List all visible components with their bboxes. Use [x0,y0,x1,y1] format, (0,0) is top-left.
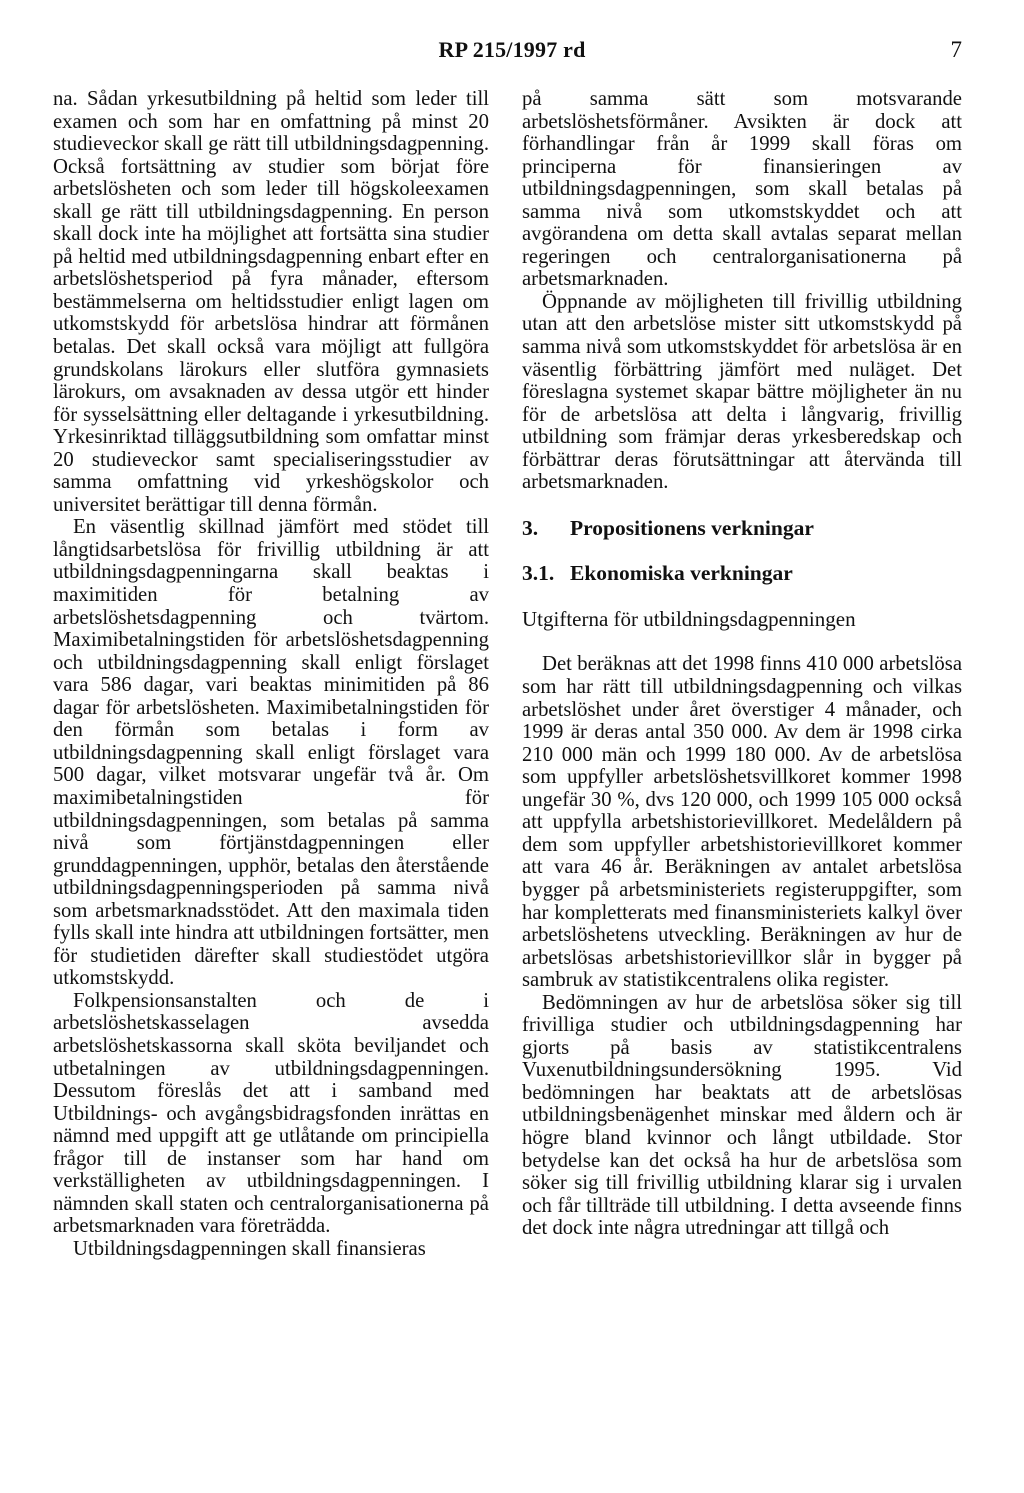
section-number: 3. [522,515,539,540]
paragraph: En väsentlig skillnad jämfört med stödet till långtidsarbetslösa för frivillig utbildning är att utbildningsdagpenningarna skall beaktas i maximitiden för betalning av arbetslöshetsdagpenning och tvärtom. Maximibetalningstiden för arbetslöshetsdagpenning och utbildningsdagpenning skall enligt förslaget vara 586 dagar, vari beaktas minimitiden på 86 dagar för arbetslösheten. Maximibetalningstiden för den förmån som betalas i form av utbildningsdagpenning skall enligt förslaget vara 500 dagar, vilket motsvarar ungefär två år. Om maximibetalningstiden för utbildningsdagpenningen, som betalas på samma nivå som förtjänstdagpenningen eller grunddagpenningen, upphör, betalas den återstående utbildningsdagpenningsperioden på samma nivå som arbetsmarknadsstödet. Att den maximala tiden fylls skall inte hindra att utbildningen fortsätter, men för studietiden därefter skall studiestödet utgöra utkomstskydd. [53,516,489,990]
page-number: 7 [950,37,962,62]
section-title: Propositionens verkningar [570,515,814,540]
paragraph: på samma sätt som motsvarande arbetslöshetsförmåner. Avsikten är dock att förhandlingar från år 1999 skall föras om principerna för finansieringen av utbildningsdagpenningen, som skall betalas på samma nivå som utkomstskyddet och att avgörandena om detta skall avtalas separat mellan regeringen och centralorganisationerna på arbetsmarknaden. [522,88,962,291]
section-heading [522,517,962,540]
paragraph: Det beräknas att det 1998 finns 410 000 arbetslösa som har rätt till utbildningsdagpenning och vilkas arbetslöshet under året överstiger 4 månader, och 1999 är deras antal 350 000. Av dem är 1998 cirka 210 000 män och 1999 180 000. Av de arbetslösa som uppfyller arbetslöshetsvillkoret kommer 1998 ungefär 30 %, dvs 120 000, och 1999 105 000 också att uppfylla arbetshistorievillkoret. Medelåldern på dem som uppfyller arbetshistorievillkoret kommer att vara 46 år. Beräkningen av antalet arbetslösa bygger på arbetsministeriets registeruppgifter, som har kompletterats med finansministeriets kalkyl över arbetslöshetens utveckling. Beräkningen av hur de arbetslösas arbetshistorievillkor slår in bygger på sambruk av statistikcentralens olika register. [522,653,962,992]
left-column [53,88,489,1260]
subsection-title: Ekonomiska verkningar [570,561,793,586]
subsection-number: 3.1. [522,561,555,586]
paragraph: Öppnande av möjligheten till frivillig utbildning utan att den arbetslöse mister sitt utkomstskydd på samma nivå som utkomstskyddet för arbetslösa är en väsentlig förbättring jämfört med nuläget. Det föreslagna systemet skapar bättre möjligheter än nu för de arbetslösa att delta i långvarig, frivillig utbildning som främjar deras yrkesberedskap och förbättrar deras förutsättningar att återvända till arbetsmarknaden. [522,290,962,494]
page-header [0,37,1024,67]
paragraph: Bedömningen av hur de arbetslösa söker sig till frivilliga studier och utbildningsdagpenning har gjorts på basis av statistikcentralens Vuxenutbildningsundersökning 1995. Vid bedömningen har beaktats att de arbetslösas utbildningsbenägenhet minskar med åldern och är högre bland kvinnor och långt utbildade. Stor betydelse kan det också ha hur de arbetslösa som söker sig till frivillig utbildning klarar sig i urvalen och får tillträde till utbildning. I detta avseende finns det dock inte några utredningar att tillgå och [522,991,962,1240]
paragraph: na. Sådan yrkesutbildning på heltid som leder till examen och som har en omfattning på minst 20 studieveckor skall ge rätt till utbildningsdagpenning. Också fortsättning av studier som börjat före arbetslösheten och som leder till högskoleexamen skall ge rätt till utbildningsdagpenning. En person skall dock inte ha möjlighet att fortsätta sina studier på heltid med utbildningsdagpenning enbart efter en arbetslöshetsperiod på fyra månader, eftersom bestämmelserna om heltidsstudier enligt lagen om utkomstskydd för arbetslösa hindrar att förmånen betalas. Det skall också vara möjligt att fullgöra grundskolans lärokurs eller slutföra gymnasiets lärokurs, om avsaknaden av dessa utgör ett hinder för sysselsättning eller deltagande i yrkesutbildning. Yrkesinriktad tilläggsutbildning som omfattar minst 20 studieveckor samt specialiseringsstudier av samma omfattning vid yrkeshögskolor och universitet berättigar till denna förmån. [53,88,489,516]
right-column [522,88,962,1240]
subheading: Utgifterna för utbildningsdagpenningen [522,606,856,631]
paragraph: Utbildningsdagpenningen skall finansieras [73,1237,426,1260]
paragraph: Folkpensionsanstalten och de i arbetslöshetskasselagen avsedda arbetslöshetskassorna skall sköta beviljandet och utbetalningen av utbildningsdagpenningen. Dessutom föreslås det att i samband med Utbildnings- och avgångsbidragsfonden inrättas en nämnd med uppgift att ge utlåtande om principiella frågor till de instanser som har hand om verkställigheten av utbildningsdagpenningen. I nämnden skall staten och centralorganisationerna på arbetsmarknaden vara företrädda. [53,989,489,1238]
document-title: RP 215/1997 rd [438,37,586,62]
subsection-heading [522,562,962,585]
